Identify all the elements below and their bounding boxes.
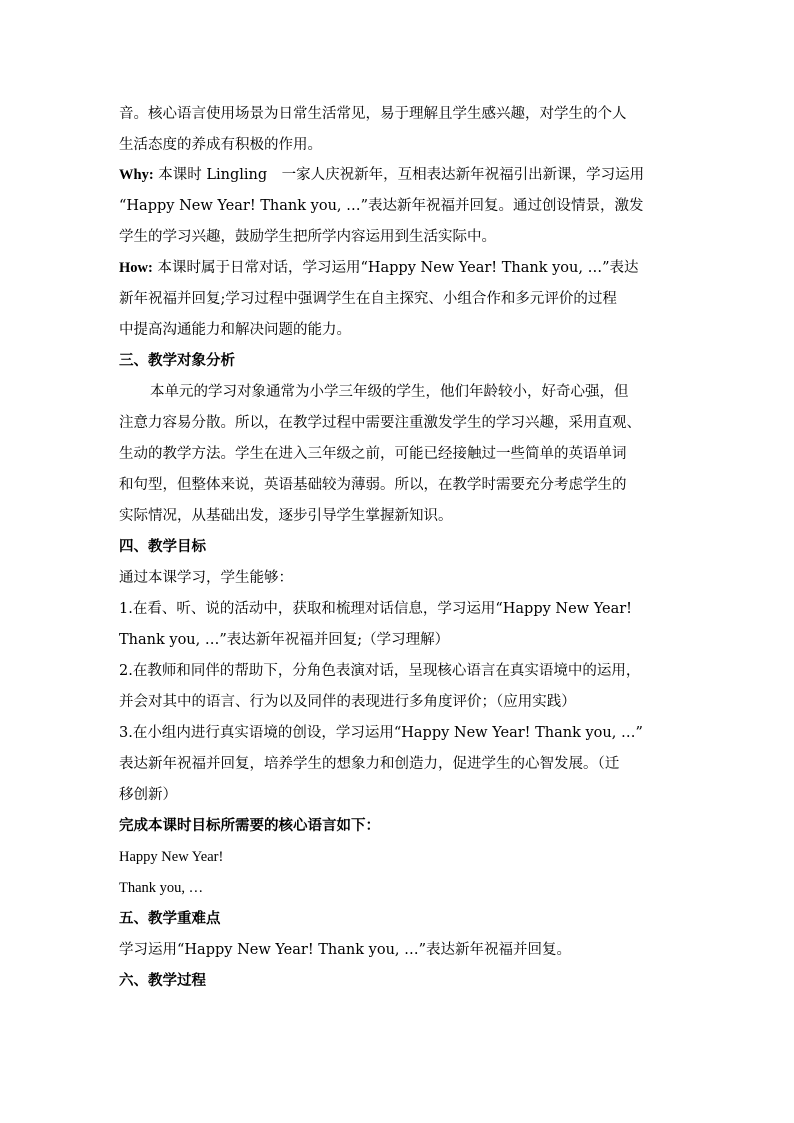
paragraph-line: 音。核心语言使用场景为日常生活常见，易于理解且学生感兴趣，对学生的个人 [119, 106, 627, 122]
core-language-heading: 完成本课时目标所需要的核心语言如下： [119, 817, 380, 834]
paragraph-line: 通过本课学习，学生能够： [119, 570, 293, 586]
objective-line: 移创新） [119, 787, 177, 803]
why-label: Why: [119, 167, 154, 183]
paragraph-line: 注意力容易分散。所以，在教学过程中需要注重激发学生的学习兴趣，采用直观、 [119, 415, 641, 431]
paragraph-line: 和句型，但整体来说，英语基础较为薄弱。所以，在教学时需要充分考虑学生的 [119, 477, 627, 493]
section-heading: 五、教学重难点 [119, 910, 221, 927]
objective-line: 1.在看、听、说的活动中，获取和梳理对话信息，学习运用“Happy New Year! [119, 601, 632, 617]
section-heading: 四、教学目标 [119, 538, 206, 555]
how-label: How: [119, 260, 153, 276]
core-language-item: Happy New Year! [119, 849, 224, 865]
section-heading: 三、教学对象分析 [119, 352, 235, 369]
paragraph-line: “Happy New Year! Thank you, …”表达新年祝福并回复。通过创设情景，激发 [119, 198, 644, 214]
how-text: 本课时属于日常对话，学习运用“Happy New Year! Thank you, …”表达 [152, 260, 639, 276]
objective-line: 表达新年祝福并回复，培养学生的想象力和创造力，促进学生的心智发展。（迁 [119, 756, 620, 772]
objective-line: 2.在教师和同伴的帮助下，分角色表演对话，呈现核心语言在真实语境中的运用， [119, 663, 641, 679]
objective-line: 并会对其中的语言、行为以及同伴的表现进行多角度评价；（应用实践） [119, 694, 576, 710]
paragraph-line: 学习运用“Happy New Year! Thank you, …”表达新年祝福并回复。 [119, 942, 572, 958]
paragraph-line: 实际情况，从基础出发，逐步引导学生掌握新知识。 [119, 508, 453, 524]
paragraph-line: 学生的学习兴趣，鼓励学生把所学内容运用到生活实际中。 [119, 229, 496, 245]
objective-line: 3.在小组内进行真实语境的创设，学习运用“Happy New Year! Thank you, …” [119, 725, 643, 741]
paragraph-line: 本单元的学习对象通常为小学三年级的学生，他们年龄较小，好奇心强，但 [150, 384, 629, 400]
core-language-item: Thank you, … [119, 880, 204, 896]
paragraph-line: 生活态度的养成有积极的作用。 [119, 137, 322, 153]
why-paragraph-line [119, 165, 679, 185]
paragraph-line: 新年祝福并回复;学习过程中强调学生在自主探究、小组合作和多元评价的过程 [119, 291, 617, 307]
paragraph-line: 生动的教学方法。学生在进入三年级之前，可能已经接触过一些简单的英语单词 [119, 446, 627, 462]
section-heading: 六、教学过程 [119, 972, 206, 989]
paragraph-line: 中提高沟通能力和解决问题的能力。 [119, 322, 351, 338]
why-text: 本课时 Lingling 一家人庆祝新年，互相表达新年祝福引出新课，学习运用 [153, 167, 645, 183]
objective-line: Thank you, …”表达新年祝福并回复;（学习理解） [119, 632, 450, 648]
how-paragraph-line [119, 258, 679, 278]
